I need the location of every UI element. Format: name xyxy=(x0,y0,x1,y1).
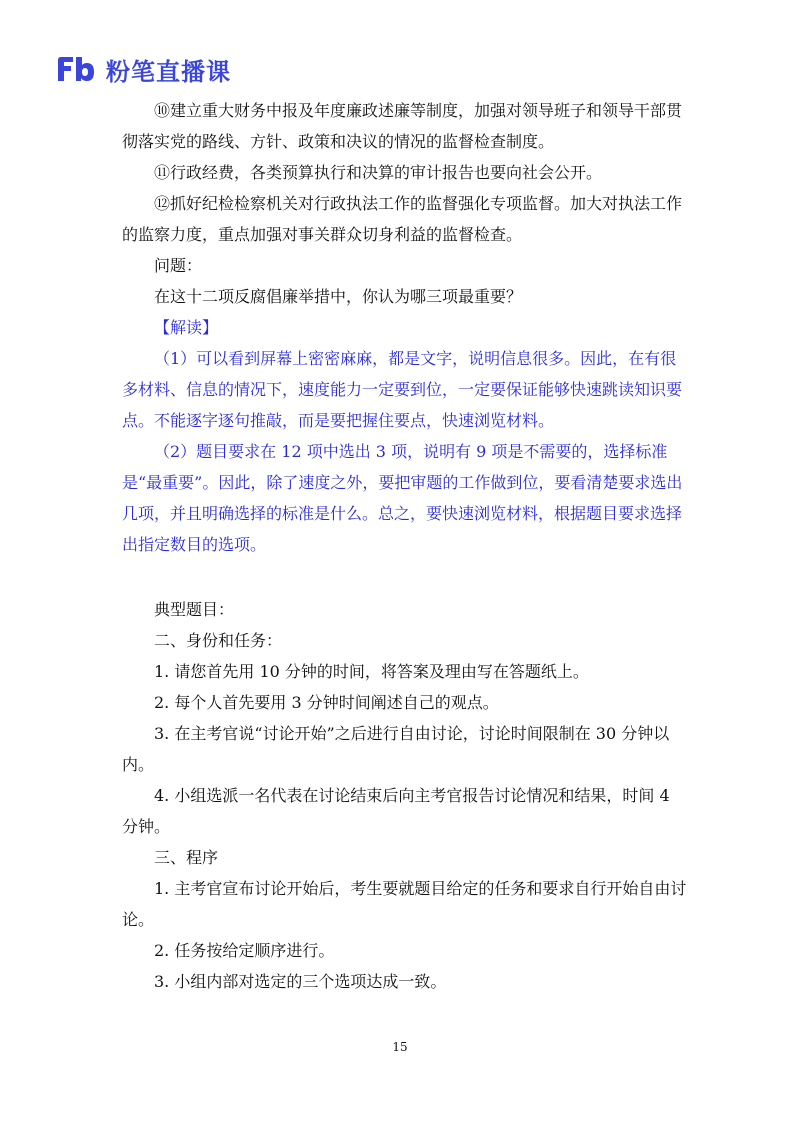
section-heading-procedure: 三、程序 xyxy=(154,848,219,867)
section-heading-identity-task: 二、身份和任务： xyxy=(154,631,283,650)
section-spacer xyxy=(122,560,688,594)
question-text: 在这十二项反腐倡廉举措中，你认为哪三项最重要？ xyxy=(154,287,523,306)
page-number: 15 xyxy=(392,1040,408,1054)
list-item: 2. 每个人首先要用 3 分钟时间阐述自己的观点。 xyxy=(154,693,499,712)
document-body xyxy=(122,95,688,997)
list-item: 2. 任务按给定顺序进行。 xyxy=(154,941,335,960)
list-item: 3. 小组内部对选定的三个选项达成一致。 xyxy=(154,972,447,991)
list-item: 1. 请您首先用 10 分钟的时间，将答案及理由写在答题纸上。 xyxy=(154,662,589,681)
analysis-paragraph-2: （2）题目要求在 12 项中选出 3 项，说明有 9 项是不需要的，选择标准是“最重要”。因此，除了速度之外，要把审题的工作做到位，要看清楚要求选出几项，并且明确选择的标准是什么。总之，要快速浏览材料，根据题目要求选择出指定数目的选项。 xyxy=(122,442,683,554)
list-item: 3. 在主考官说“讨论开始”之后进行自由讨论，讨论时间限制在 30 分钟以内。 xyxy=(122,724,670,774)
paragraph-item-12: ⑫抓好纪检检察机关对行政执法工作的监督强化专项监督。加大对执法工作的监察力度，重点加强对事关群众切身利益的监督检查。 xyxy=(122,194,683,244)
list-item: 4. 小组选派一名代表在讨论结束后向主考官报告讨论情况和结果，时间 4 分钟。 xyxy=(122,786,670,836)
analysis-paragraph-1: （1）可以看到屏幕上密密麻麻，都是文字，说明信息很多。因此，在有很多材料、信息的情况下，速度能力一定要到位，一定要保证能够快速跳读知识要点。不能逐字逐句推敲，而是要把握住要点，快速浏览材料。 xyxy=(122,349,683,430)
paragraph-item-10: ⑩建立重大财务中报及年度廉政述廉等制度，加强对领导班子和领导干部贯彻落实党的路线、方针、政策和决议的情况的监督检查制度。 xyxy=(122,101,683,151)
page-header xyxy=(56,52,231,86)
question-label: 问题： xyxy=(154,256,203,275)
typical-question-heading: 典型题目： xyxy=(154,600,235,619)
fb-logo-icon xyxy=(56,54,96,84)
brand-name: 粉笔直播课 xyxy=(106,57,231,86)
analysis-heading: 【解读】 xyxy=(154,318,219,337)
paragraph-item-11: ⑪行政经费，各类预算执行和决算的审计报告也要向社会公开。 xyxy=(154,163,603,182)
list-item: 1. 主考官宣布讨论开始后，考生要就题目给定的任务和要求自行开始自由讨论。 xyxy=(122,879,687,929)
